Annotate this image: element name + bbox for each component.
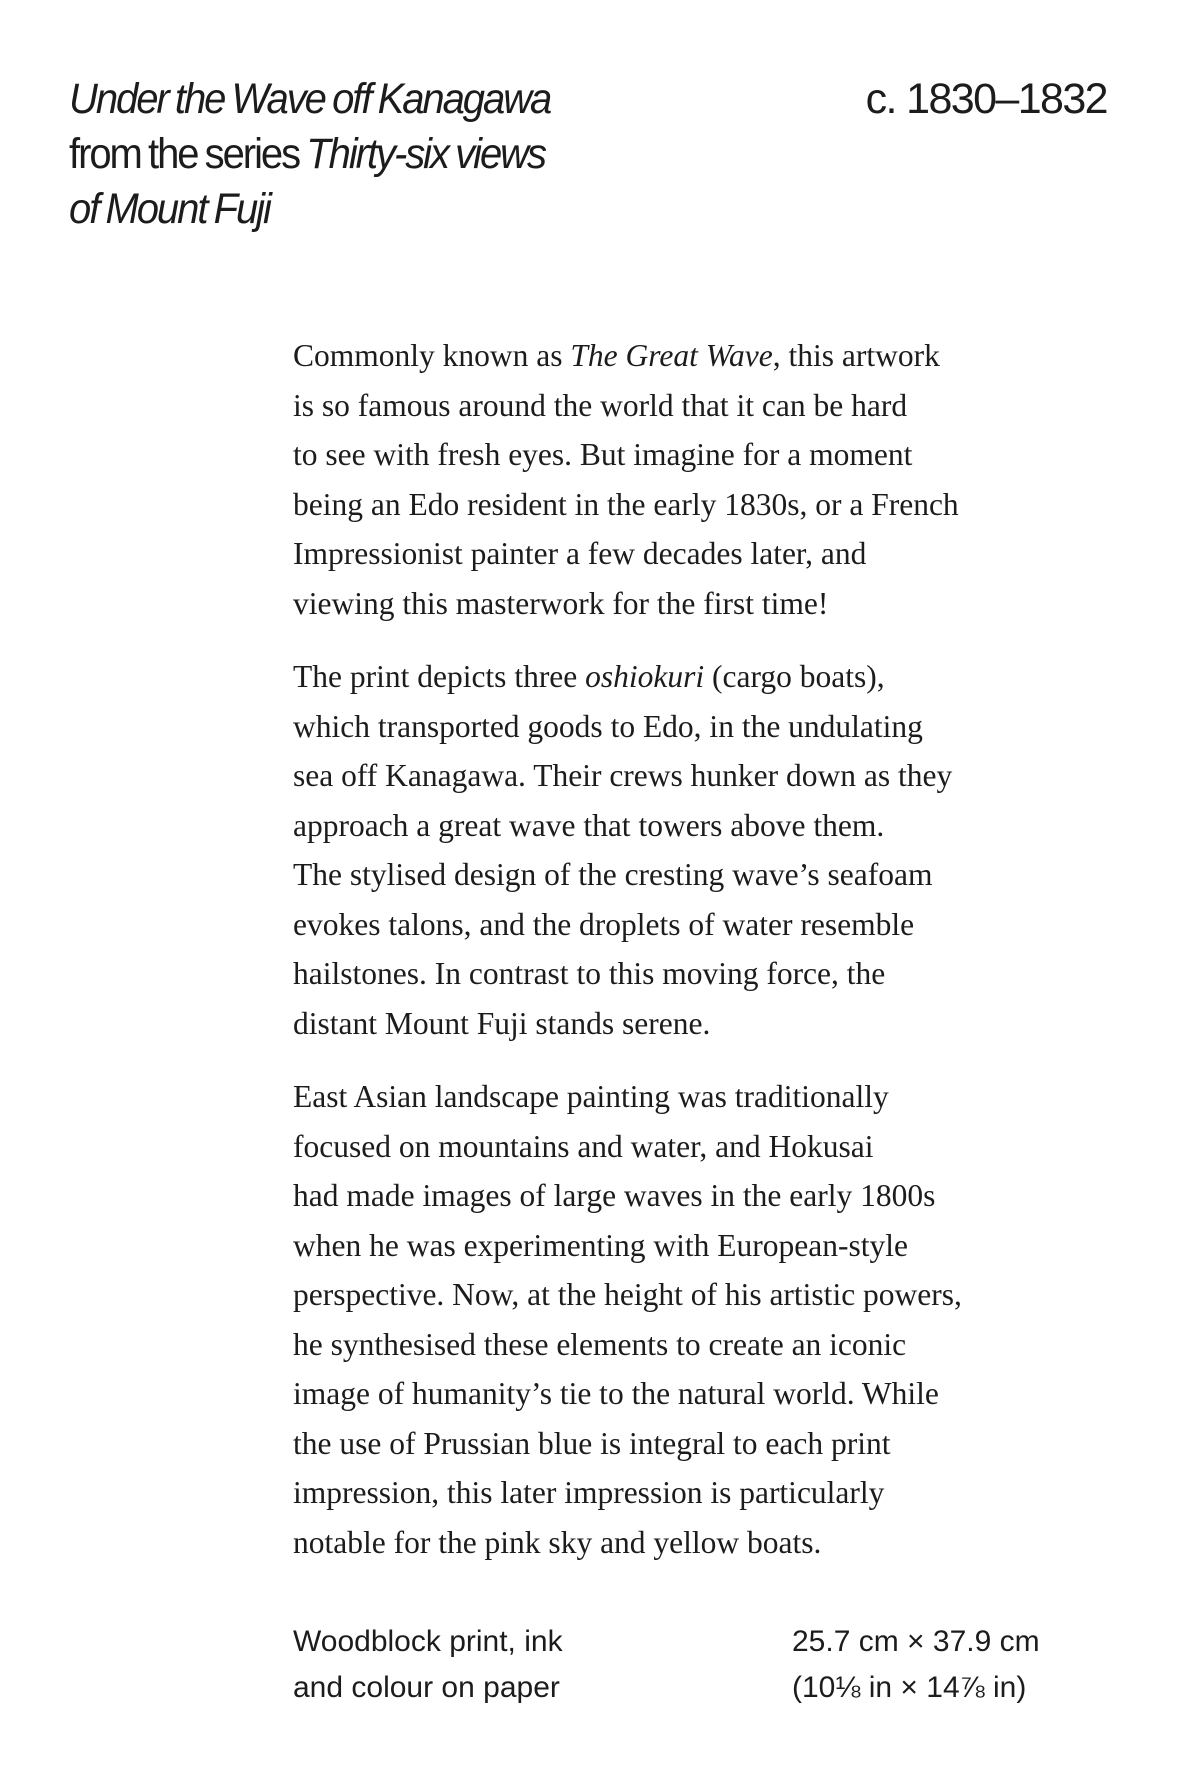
text-run: distant Mount Fuji stands serene. [293,1005,711,1041]
text-run: the use of Prussian blue is integral to each print [293,1425,891,1461]
text-run: viewing this masterwork for the first time! [293,585,829,621]
text-run: Impressionist painter a few decades later, and [293,536,867,571]
description-paragraph [293,331,1123,628]
artwork-title [69,72,720,237]
text-run: he synthesised these elements to create an iconic [293,1326,907,1362]
text-line [293,850,1123,900]
title-text: Under the Wave off Kanagawa [69,75,551,123]
series-title-cont: of Mount Fuji [69,185,270,233]
description-paragraph [293,1072,1123,1567]
text-line [293,900,1123,950]
text-run: perspective. Now, at the height of his artistic powers, [293,1277,962,1312]
text-line [293,1419,1123,1469]
text-run: notable for the pink sky and yellow boats. [293,1524,822,1560]
text-run: (cargo boats), [704,659,885,694]
text-run: approach a great wave that towers above them. [293,807,885,843]
text-line [293,480,1123,530]
text-run: , this artwork [772,338,940,373]
description [293,331,1123,1591]
text-line [293,1518,1123,1568]
dimensions-line: (10⅛ in × 14⅞ in) [792,1671,1027,1704]
text-run: hailstones. In contrast to this moving force, the [293,956,886,991]
text-line [293,1171,1123,1221]
text-run: had made images of large waves in the early 1800s [293,1178,936,1213]
text-run: The stylised design of the cresting wave’s seafoam [293,857,933,892]
dimensions-line: 25.7 cm × 37.9 cm [792,1625,1040,1658]
medium-line: and colour on paper [293,1671,560,1704]
text-line [293,801,1123,851]
text-line [293,331,1123,381]
text-run: being an Edo resident in the early 1830s, or a French [293,486,959,522]
text-run: The print depicts three [293,659,586,694]
medium-line: Woodblock print, ink [293,1625,563,1658]
text-run: Commonly known as [293,338,571,373]
text-run: when he was experimenting with European-style [293,1227,908,1263]
text-line [293,702,1123,752]
text-run: impression, this later impression is particularly [293,1475,885,1510]
text-run: evokes talons, and the droplets of water resemble [293,906,915,942]
text-line [293,579,1123,629]
description-paragraph [293,652,1123,1048]
text-line [293,652,1123,702]
dimensions-label [792,1619,1040,1711]
series-prefix: from the series [69,130,307,178]
text-run: focused on mountains and water, and Hokusai [293,1128,874,1164]
text-run: to see with fresh eyes. But imagine for a moment [293,437,913,472]
text-run: which transported goods to Edo, in the undulating [293,708,923,744]
text-line [293,1270,1123,1320]
italic-term: oshiokuri [585,659,705,694]
text-line [293,1221,1123,1271]
text-line [293,1369,1123,1419]
text-run: is so famous around the world that it can be hard [293,387,908,423]
text-line [293,1468,1123,1518]
text-line [293,999,1123,1049]
text-line [293,1072,1123,1122]
text-run: East Asian landscape painting was traditionally [293,1079,889,1114]
text-run: image of humanity’s tie to the natural world. While [293,1376,939,1411]
text-line [293,1320,1123,1370]
text-line [293,430,1123,480]
text-run: sea off Kanagawa. Their crews hunker down as they [293,758,953,793]
text-line [293,381,1123,431]
italic-term: The Great Wave [570,338,773,373]
text-line [293,949,1123,999]
medium-label [293,1619,563,1711]
artwork-date: c. 1830–1832 [865,75,1107,123]
text-line [293,1122,1123,1172]
text-line [293,751,1123,801]
series-title: Thirty-six views [306,130,545,178]
text-line [293,529,1123,579]
